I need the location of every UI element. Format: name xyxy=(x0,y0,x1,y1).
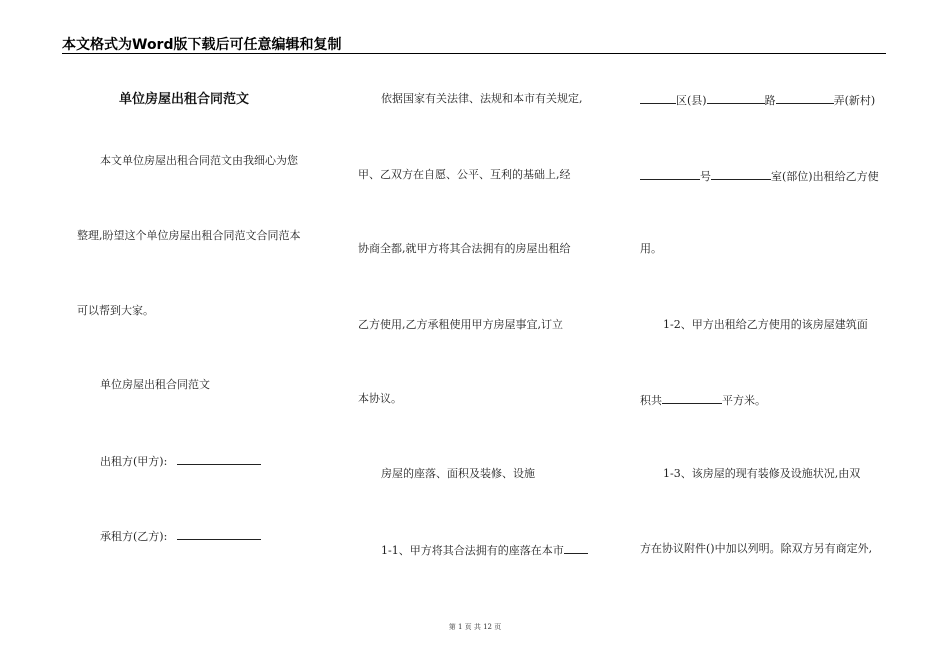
intro-line-2: 整理,盼望这个单位房屋出租合同范文合同范本 xyxy=(77,229,301,242)
district-label: 区(县) xyxy=(676,94,707,107)
intro-line-3: 可以帮到大家。 xyxy=(77,304,154,317)
document-header: 本文格式为Word版下载后可任意编辑和复制 xyxy=(62,37,342,53)
clause-1-2: 1-2、甲方出租给乙方使用的该房屋建筑面 xyxy=(663,318,868,331)
column-3 xyxy=(620,0,910,672)
number-blank xyxy=(640,168,700,180)
column-1 xyxy=(0,0,330,672)
column-2 xyxy=(330,0,620,672)
body-line: 协商全都,就甲方将其合法拥有的房屋出租给 xyxy=(358,242,571,255)
area-suffix: 平方米。 xyxy=(722,394,766,407)
road-label: 路 xyxy=(764,94,776,107)
section-heading: 房屋的座落、面积及装修、设施 xyxy=(381,467,535,480)
lessee-blank xyxy=(177,528,261,540)
contract-subtitle: 单位房屋出租合同范文 xyxy=(100,378,210,391)
body-line: 依据国家有关法律、法规和本市有关规定, xyxy=(381,92,583,105)
district-blank xyxy=(640,92,676,104)
lessee-field xyxy=(100,528,261,544)
room-blank xyxy=(711,168,771,180)
area-prefix: 积共 xyxy=(640,394,662,407)
body-line: 用。 xyxy=(640,242,662,255)
area-blank xyxy=(662,392,722,404)
document-title: 单位房屋出租合同范文 xyxy=(119,92,250,107)
lessor-field xyxy=(100,453,261,469)
intro-line-1: 本文单位房屋出租合同范文由我细心为您 xyxy=(100,154,298,167)
clause-1-1-text: 1-1、甲方将其合法拥有的座落在本市 xyxy=(381,544,564,557)
page-number: 第 1 页 共 12 页 xyxy=(448,623,502,631)
address-line-2 xyxy=(640,168,879,184)
lane-label: 弄(新村) xyxy=(833,94,876,107)
lane-blank xyxy=(776,92,834,104)
body-line: 乙方使用,乙方承租使用甲方房屋事宜,订立 xyxy=(358,318,563,331)
lessee-label: 承租方(乙方): xyxy=(100,530,168,543)
area-line xyxy=(640,392,766,408)
room-label: 室(部位)出租给乙方使 xyxy=(771,170,879,183)
body-line: 本协议。 xyxy=(358,392,402,405)
road-blank xyxy=(707,92,765,104)
lessor-blank xyxy=(177,453,261,465)
body-line: 方在协议附件()中加以列明。除双方另有商定外, xyxy=(640,542,873,555)
lessor-label: 出租方(甲方): xyxy=(100,455,168,468)
number-label: 号 xyxy=(700,170,711,183)
city-blank xyxy=(564,542,588,554)
clause-1-1 xyxy=(381,542,588,558)
address-line-1 xyxy=(640,92,875,108)
clause-1-3: 1-3、该房屋的现有装修及设施状况,由双 xyxy=(663,467,861,480)
body-line: 甲、乙双方在自愿、公平、互利的基础上,经 xyxy=(358,168,571,181)
